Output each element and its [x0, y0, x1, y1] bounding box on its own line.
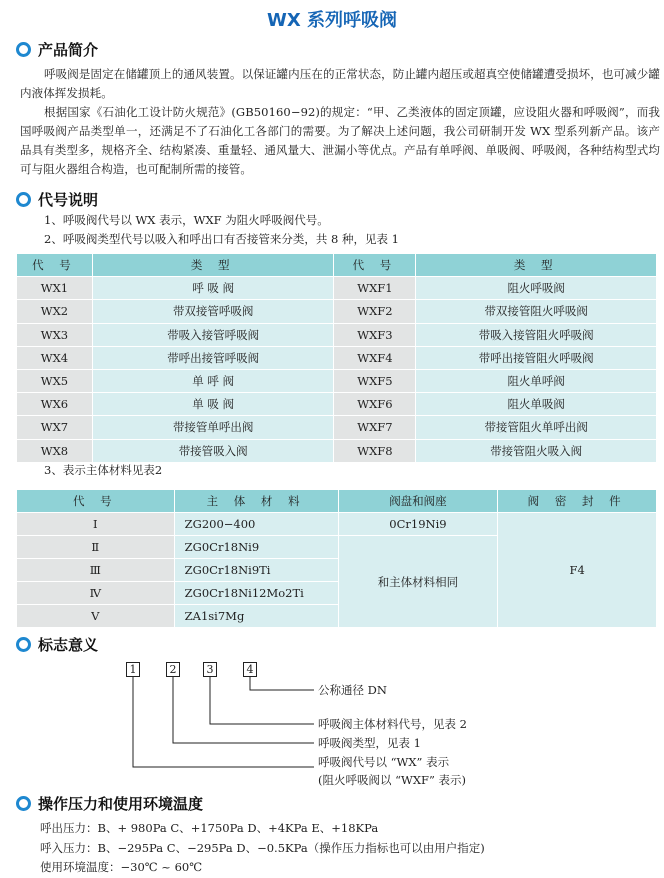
table-cell: 阻火呼吸阀 [416, 277, 657, 300]
table-cell: 带吸入接管呼吸阀 [92, 323, 334, 346]
table-cell: WXF2 [334, 300, 416, 323]
table-cell: WXF7 [334, 416, 416, 439]
section-heading-pressure [16, 793, 203, 813]
table-cell: 0Cr19Ni9 [338, 513, 498, 536]
table-cell: Ⅳ [17, 582, 175, 605]
table-cell: I [17, 513, 175, 536]
material-line: 3、表示主体材料见表2 [44, 463, 163, 477]
table-cell: 带接管吸入阀 [92, 439, 334, 462]
column-header: 代 号 [17, 490, 175, 513]
table-cell: WXF3 [334, 323, 416, 346]
table-cell: ZG200−400 [174, 513, 338, 536]
table-cell: 带双接管阻火呼吸阀 [416, 300, 657, 323]
section-meaning-label: 标志意义 [38, 635, 99, 654]
table-cell: 带双接管呼吸阀 [92, 300, 334, 323]
page-title: WX 系列呼吸阀 [267, 10, 397, 31]
table-cell: ZG0Cr18Ni9 [174, 536, 338, 559]
section-pressure-label: 操作压力和使用环境温度 [38, 794, 204, 813]
table-cell: WXF8 [334, 439, 416, 462]
marking-label-type: 呼吸阀类型，见表 1 [318, 736, 421, 750]
table-cell: 带呼出接管呼吸阀 [92, 346, 334, 369]
column-header: 主 体 材 料 [174, 490, 338, 513]
column-header: 代 号 [334, 254, 416, 277]
table-cell: WXF1 [334, 277, 416, 300]
column-header: 类 型 [416, 254, 657, 277]
code-line-2: 2、呼吸阀类型代号以吸入和呼出口有否接管来分类，共 8 种，见表 1 [44, 232, 399, 246]
table-cell: WX2 [17, 300, 93, 323]
table-cell: ZA1si7Mg [174, 605, 338, 628]
bullet-ring-icon [16, 796, 31, 811]
temperature-line: 使用环境温度：−30℃ ~ 60℃ [40, 860, 203, 874]
table-cell: 带吸入接管阻火呼吸阀 [416, 323, 657, 346]
marking-box-1: 1 [126, 662, 140, 677]
marking-label-material: 呼吸阀主体材料代号，见表 2 [318, 717, 467, 731]
marking-box-3: 3 [203, 662, 217, 677]
table-cell: WX4 [17, 346, 93, 369]
marking-label-dn: 公称通径 DN [318, 683, 387, 697]
marking-box-2: 2 [166, 662, 180, 677]
table-cell: 带呼出接管阻火呼吸阀 [416, 346, 657, 369]
section-intro-label: 产品简介 [38, 40, 99, 59]
marking-label-code: 呼吸阀代号以 “WX” 表示 [318, 755, 450, 769]
table-cell: 带接管阻火单呼出阀 [416, 416, 657, 439]
table-cell: 呼 吸 阀 [92, 277, 334, 300]
inhale-pressure-line: 呼入压力：B、−295Pa C、−295Pa D、−0.5KPa（操作压力指标也可以由用户指定) [40, 841, 485, 855]
marking-label-code-note: (阻火呼吸阀以 “WXF” 表示) [318, 773, 467, 787]
table-cell: F4 [498, 513, 657, 628]
intro-paragraph-1: 呼吸阀是固定在储罐顶上的通风装置。以保证罐内压在的正常状态，防止罐内超压或超真空使储罐遭受损坏，也可减少罐内液体挥发损耗。 [20, 67, 660, 100]
table-cell: ZG0Cr18Ni9Ti [174, 559, 338, 582]
column-header: 代 号 [17, 254, 93, 277]
column-header: 阀 密 封 件 [498, 490, 657, 513]
table-cell: 带接管单呼出阀 [92, 416, 334, 439]
table-cell: WX7 [17, 416, 93, 439]
table-cell: WX3 [17, 323, 93, 346]
table-cell: WXF5 [334, 369, 416, 392]
table-cell: WX1 [17, 277, 93, 300]
table-cell: ZG0Cr18Ni12Mo2Ti [174, 582, 338, 605]
column-header: 类 型 [92, 254, 334, 277]
table-cell: Ⅱ [17, 536, 175, 559]
table-cell: WX6 [17, 393, 93, 416]
code-line-1: 1、呼吸阀代号以 WX 表示，WXF 为阻火呼吸阀代号。 [44, 213, 329, 227]
table-cell: V [17, 605, 175, 628]
table-cell: 和主体材料相同 [338, 536, 498, 628]
intro-paragraph-2: 根据国家《石油化工设计防火规范》(GB50160−92)的规定：“甲、乙类液体的固定顶罐，应设阻火器和呼吸阀”，而我国呼吸阀产品类型单一，还满足不了石油化工各部门的需要。为了解决上述问题，我公司研制开发 WX 型系列新产品。该产品具有类型多，规格齐全、结构紧凑、重量轻、通风量大、泄漏小等优点。产品有单呼阀、单吸阀、呼吸阀，各种结构型式均可与阻火器组合构造，也可配制所需的接管。 [20, 105, 660, 176]
table-cell: 阻火单吸阀 [416, 393, 657, 416]
section-code-label: 代号说明 [38, 190, 99, 209]
table-cell: 单 呼 阀 [92, 369, 334, 392]
exhale-pressure-line: 呼出压力：B、+ 980Pa C、+1750Pa D、+4KPa E、+18KPa [40, 821, 379, 835]
column-header: 阀盘和阀座 [338, 490, 498, 513]
marking-box-4: 4 [243, 662, 257, 677]
table-cell: WXF4 [334, 346, 416, 369]
table-cell: WX8 [17, 439, 93, 462]
table-cell: 单 吸 阀 [92, 393, 334, 416]
table-cell: Ⅲ [17, 559, 175, 582]
table-cell: WXF6 [334, 393, 416, 416]
table-cell: 带接管阻火吸入阀 [416, 439, 657, 462]
table-cell: WX5 [17, 369, 93, 392]
table-cell: 阻火单呼阀 [416, 369, 657, 392]
